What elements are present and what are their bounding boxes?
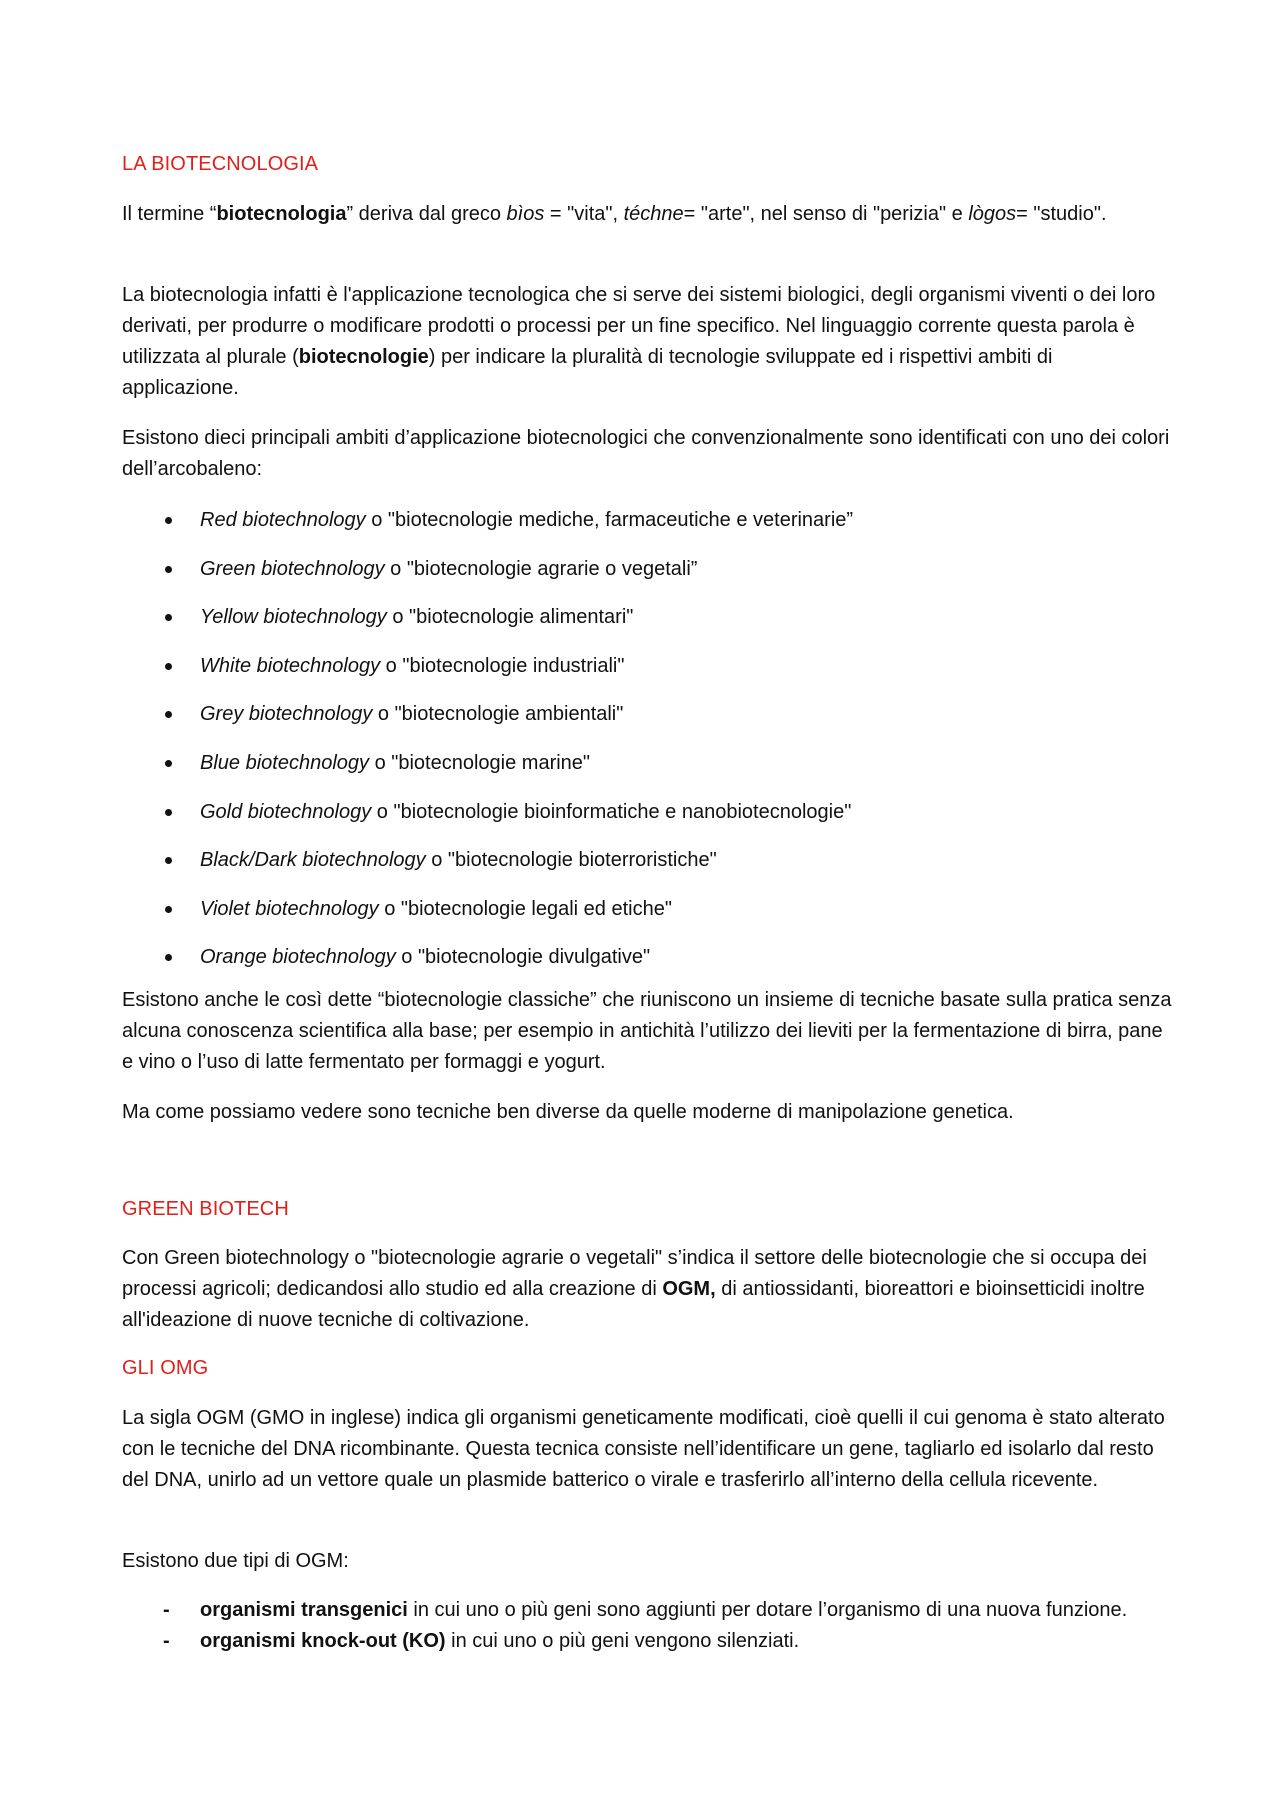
dash-marker: - xyxy=(163,1599,170,1621)
list-item-desc: o "biotecnologie bioinformatiche e nanobiotecnologie" xyxy=(371,800,852,823)
list-item xyxy=(122,602,1174,651)
paragraph-ogm-types: Esistono due tipi di OGM: xyxy=(122,1550,349,1572)
list-item xyxy=(122,651,1174,700)
list-item-term: Grey biotechnology xyxy=(200,703,373,726)
list-item-term: organismi knock-out (KO) xyxy=(200,1630,446,1652)
list-item-desc: in cui uno o più geni sono aggiunti per dotare l’organismo di una nuova funzione. xyxy=(407,1599,1128,1621)
paragraph-definition xyxy=(122,280,1174,404)
list-item-desc: o "biotecnologie divulgative" xyxy=(395,946,651,969)
list-item-desc: o "biotecnologie agrarie o vegetali” xyxy=(384,557,698,580)
italic-term: lògos xyxy=(968,203,1017,225)
bullet-icon xyxy=(165,663,172,670)
bullet-icon xyxy=(165,809,172,816)
bold-term: OGM, xyxy=(662,1278,716,1300)
bold-term: biotecnologie xyxy=(298,346,429,368)
paragraph-green-biotech xyxy=(122,1243,1174,1336)
bullet-icon xyxy=(165,906,172,913)
text: ) per indicare la pluralità di tecnologie sviluppate ed i rispettivi ambiti di applicazione. xyxy=(122,346,1053,399)
text: Il termine “ xyxy=(122,203,217,225)
heading-gli-omg: GLI OMG xyxy=(122,1357,209,1379)
text: = "vita", xyxy=(544,203,624,225)
list-item xyxy=(122,797,1174,846)
list-item-desc: o "biotecnologie marine" xyxy=(369,751,591,774)
paragraph-etymology xyxy=(122,199,1174,230)
bold-term: biotecnologia xyxy=(216,203,347,225)
list-item-desc: o "biotecnologie mediche, farmaceutiche e veterinarie” xyxy=(365,509,854,531)
dash-marker: - xyxy=(163,1630,170,1652)
list-item xyxy=(122,894,1174,943)
list-item-term: Blue biotechnology xyxy=(200,751,370,774)
list-item xyxy=(122,699,1174,748)
list-item-term: Gold biotechnology xyxy=(200,800,372,823)
paragraph-classiche: Esistono anche le così dette “biotecnologie classiche” che riuniscono un insieme di tecniche basate sulla pratica senza alcuna conoscenza scientifica alla base; per esempio in antichità l’utilizzo dei lieviti per la fermentazione di birra, pane e vino o l’uso di latte fermentato per formaggi e yogurt. xyxy=(122,989,1172,1073)
list-item-desc: o "biotecnologie legali ed etiche" xyxy=(378,897,672,920)
heading-biotecnologia: LA BIOTECNOLOGIA xyxy=(122,153,319,175)
list-item xyxy=(122,1595,1174,1626)
list-item xyxy=(122,748,1174,797)
list-item-term: Violet biotechnology xyxy=(200,897,379,920)
ogm-types-list xyxy=(122,1595,1174,1657)
list-item xyxy=(122,505,1174,554)
bullet-icon xyxy=(165,760,172,767)
text: = "studio". xyxy=(1016,203,1107,225)
italic-term: téchne xyxy=(623,203,684,225)
list-item-term: organismi transgenici xyxy=(200,1599,408,1621)
list-item xyxy=(122,1626,1174,1657)
bullet-icon xyxy=(165,857,172,864)
list-item-term: White biotechnology xyxy=(200,654,381,677)
bullet-icon xyxy=(165,614,172,621)
text: = "arte", nel senso di "perizia" e xyxy=(683,203,969,225)
list-item-term: Red biotechnology xyxy=(200,509,366,531)
paragraph-moderne: Ma come possiamo vedere sono tecniche ben diverse da quelle moderne di manipolazione genetica. xyxy=(122,1101,1014,1123)
paragraph-ogm-definition: La sigla OGM (GMO in inglese) indica gli organismi geneticamente modificati, cioè quelli il cui genoma è stato alterato con le tecniche del DNA ricombinante. Questa tecnica consiste nell’identificare un gene, tagliarlo ed isolarlo dal resto del DNA, unirlo ad un vettore quale un plasmide batterico o virale e trasferirlo all’interno della cellula ricevente. xyxy=(122,1407,1165,1491)
list-item-term: Green biotechnology xyxy=(200,557,385,580)
biotech-colors-list xyxy=(122,505,1174,991)
list-item-desc: o "biotecnologie industriali" xyxy=(380,654,625,677)
list-item-term: Black/Dark biotechnology xyxy=(200,849,426,872)
list-item-desc: o "biotecnologie alimentari" xyxy=(386,606,634,629)
paragraph-ambiti: Esistono dieci principali ambiti d’applicazione biotecnologici che convenzionalmente sono identificati con uno dei colori dell’arcobaleno: xyxy=(122,427,1170,480)
list-item-desc: o "biotecnologie bioterroristiche" xyxy=(425,849,717,872)
bullet-icon xyxy=(165,711,172,718)
text: di antiossidanti, bioreattori e bioinsetticidi inoltre all'ideazione di nuove tecniche di coltivazione. xyxy=(122,1278,1145,1331)
text: La biotecnologia infatti è l'applicazione tecnologica che si serve dei sistemi biologici, degli organismi viventi o dei loro derivati, per produrre o modificare prodotti o processi per un fine specifico. Nel linguaggio corrente questa parola è utilizzata al plurale ( xyxy=(122,284,1156,368)
list-item xyxy=(122,942,1174,991)
list-item-desc: in cui uno o più geni vengono silenziati. xyxy=(445,1630,800,1652)
text: Con Green biotechnology o "biotecnologie agrarie o vegetali" s’indica il settore delle biotecnologie che si occupa dei processi agricoli; dedicandosi allo studio ed alla creazione di xyxy=(122,1247,1147,1300)
bullet-icon xyxy=(165,517,172,524)
text: ” deriva dal greco xyxy=(346,203,507,225)
list-item-term: Yellow biotechnology xyxy=(200,606,387,629)
heading-green-biotech: GREEN BIOTECH xyxy=(122,1198,289,1220)
italic-term: bìos xyxy=(506,203,545,225)
bullet-icon xyxy=(165,566,172,573)
list-item-term: Orange biotechnology xyxy=(200,946,396,969)
list-item-desc: o "biotecnologie ambientali" xyxy=(372,703,624,726)
list-item xyxy=(122,554,1174,603)
bullet-icon xyxy=(165,954,172,961)
list-item xyxy=(122,845,1174,894)
